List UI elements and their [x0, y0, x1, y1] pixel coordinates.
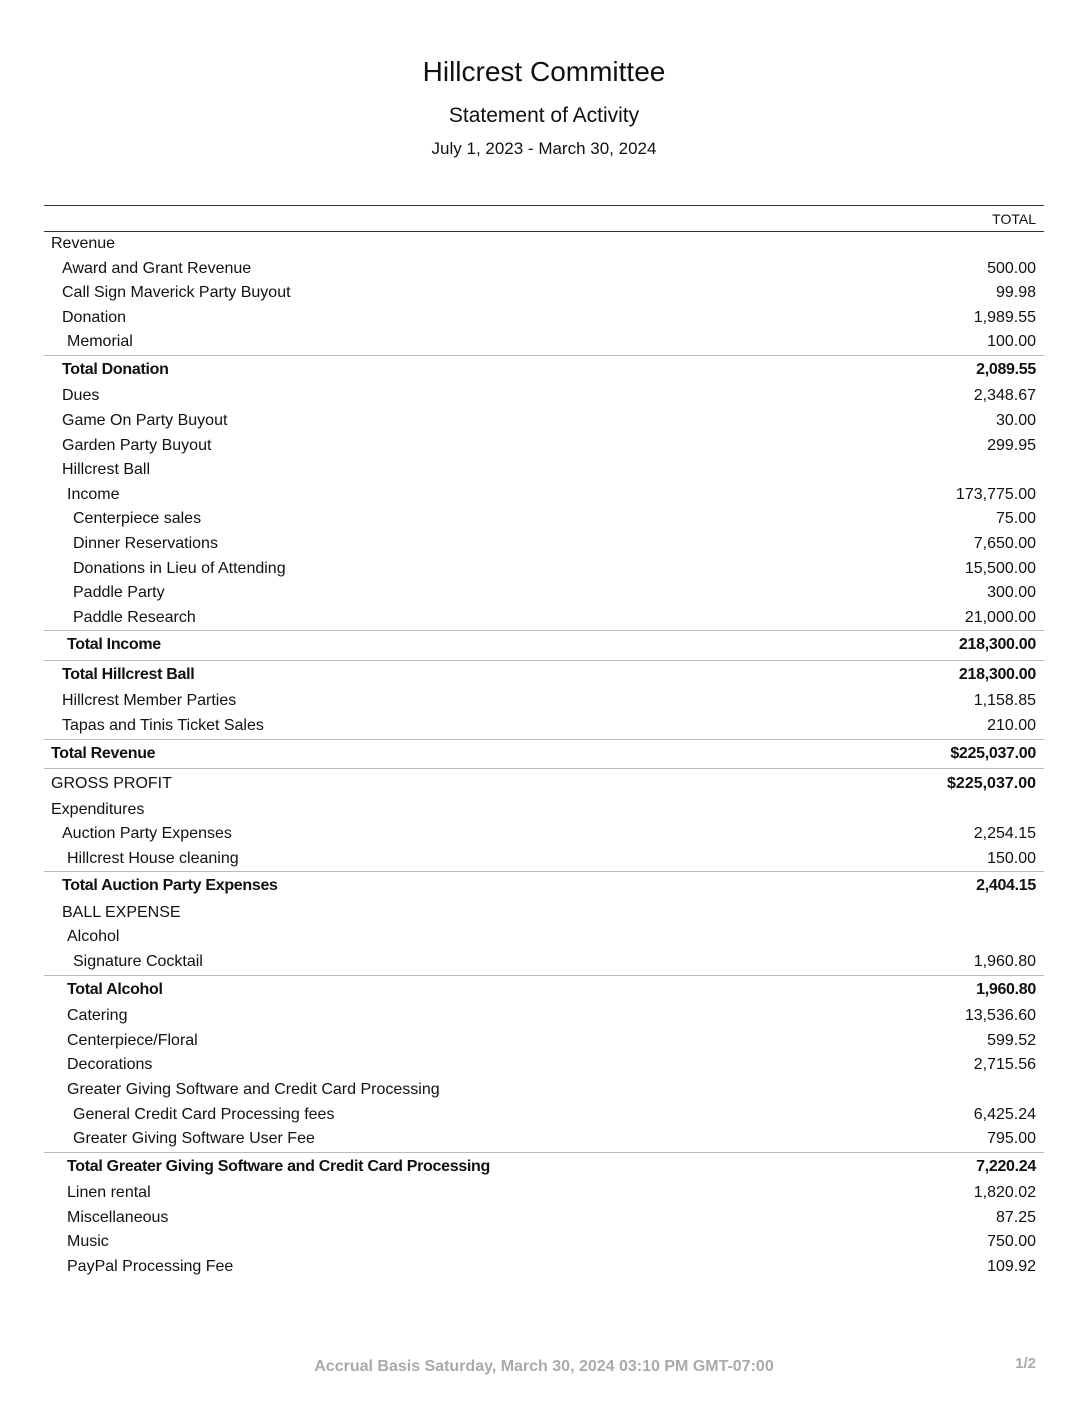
row-amount: 218,300.00 — [958, 636, 1036, 654]
line-item-row — [44, 714, 1044, 739]
report-date-range: July 1, 2023 - March 30, 2024 — [431, 139, 657, 158]
row-label: Hillcrest Ball — [62, 461, 151, 479]
page-number: 1/2 — [1015, 1355, 1036, 1372]
row-amount: 2,715.56 — [973, 1056, 1036, 1074]
row-amount: 7,650.00 — [973, 535, 1036, 553]
row-amount: 100.00 — [987, 333, 1036, 351]
line-item-row — [44, 483, 1044, 508]
line-item-row — [44, 1053, 1044, 1078]
line-item-row — [44, 384, 1044, 409]
row-amount: 109.92 — [987, 1258, 1036, 1275]
total-row — [44, 630, 1044, 660]
total-row — [44, 355, 1044, 385]
row-label: Dinner Reservations — [73, 535, 218, 553]
line-item-row — [44, 1004, 1044, 1029]
row-label: BALL EXPENSE — [62, 903, 181, 921]
row-label: General Credit Card Processing fees — [73, 1105, 335, 1123]
footer-basis-timestamp: Accrual Basis Saturday, March 30, 2024 03:10 PM GMT-07:00 — [314, 1358, 774, 1375]
column-header-total: TOTAL — [44, 206, 1044, 232]
gross-profit-row — [44, 768, 1044, 798]
row-amount: 2,089.55 — [976, 360, 1036, 378]
row-label: Music — [67, 1233, 109, 1251]
row-label: Greater Giving Software and Credit Card Processing — [67, 1080, 440, 1098]
row-label: Tapas and Tinis Ticket Sales — [62, 717, 264, 734]
row-amount: 299.95 — [987, 436, 1036, 454]
row-amount: 173,775.00 — [955, 485, 1036, 503]
row-label: Game On Party Buyout — [62, 412, 228, 430]
row-label: Total Revenue — [51, 744, 156, 762]
line-item-row — [44, 532, 1044, 557]
row-amount: 30.00 — [995, 412, 1036, 430]
row-amount: 1,158.85 — [973, 692, 1036, 710]
line-item-row — [44, 257, 1044, 282]
row-amount: 99.98 — [995, 284, 1036, 302]
row-label: Decorations — [67, 1056, 153, 1074]
row-amount: 210.00 — [987, 717, 1036, 734]
row-label: Hillcrest Member Parties — [62, 692, 237, 710]
row-amount: 75.00 — [995, 510, 1036, 528]
line-item-row — [44, 330, 1044, 355]
total-row — [44, 660, 1044, 690]
total-row — [44, 871, 1044, 901]
row-label: Call Sign Maverick Party Buyout — [62, 284, 291, 302]
row-label: Expenditures — [51, 800, 145, 818]
organization-name: Hillcrest Committee — [422, 56, 666, 87]
row-amount: 750.00 — [987, 1233, 1036, 1251]
row-label: Linen rental — [67, 1184, 151, 1202]
row-amount: 2,254.15 — [973, 825, 1036, 843]
line-item-row — [44, 409, 1044, 434]
row-label: GROSS PROFIT — [51, 775, 172, 793]
row-amount: 1,820.02 — [973, 1184, 1036, 1202]
row-label: Miscellaneous — [67, 1208, 169, 1226]
row-label: Paddle Party — [73, 584, 165, 602]
section-header-row — [44, 232, 1044, 257]
row-amount: 7,220.24 — [976, 1157, 1036, 1175]
line-item-row — [44, 1181, 1044, 1206]
row-label: Total Income — [67, 636, 161, 654]
row-amount: 6,425.24 — [973, 1105, 1036, 1123]
row-label: Total Hillcrest Ball — [62, 665, 195, 683]
section-header-row — [44, 458, 1044, 483]
row-label: Total Alcohol — [67, 980, 163, 998]
row-amount: 15,500.00 — [964, 559, 1036, 577]
section-header-row — [44, 798, 1044, 823]
line-item-row — [44, 1127, 1044, 1152]
row-amount: 300.00 — [987, 584, 1036, 602]
line-item-row — [44, 434, 1044, 459]
row-label: Dues — [62, 387, 100, 405]
line-item-row — [44, 950, 1044, 975]
line-item-row — [44, 557, 1044, 582]
section-header-row — [44, 925, 1044, 950]
statement-table — [44, 205, 1044, 1280]
line-item-row — [44, 281, 1044, 306]
line-item-row — [44, 1029, 1044, 1054]
line-item-row — [44, 847, 1044, 872]
row-amount: 87.25 — [995, 1208, 1036, 1226]
row-amount: 218,300.00 — [958, 665, 1036, 683]
row-label: Paddle Research — [73, 608, 196, 626]
row-amount: 1,989.55 — [973, 308, 1036, 326]
row-label: Donations in Lieu of Attending — [73, 559, 286, 577]
row-label: Signature Cocktail — [73, 953, 203, 971]
row-amount: 2,348.67 — [973, 387, 1036, 405]
line-item-row — [44, 1230, 1044, 1255]
row-label: Catering — [67, 1007, 128, 1025]
report-title: Statement of Activity — [448, 104, 640, 127]
row-label: Centerpiece/Floral — [67, 1031, 198, 1049]
row-amount: $225,037.00 — [950, 744, 1036, 762]
row-label: Memorial — [67, 333, 133, 351]
row-label: Total Donation — [62, 360, 169, 378]
row-amount: 599.52 — [987, 1031, 1036, 1049]
section-header-row — [44, 901, 1044, 926]
row-label: Garden Party Buyout — [62, 436, 212, 454]
row-label: Centerpiece sales — [73, 510, 202, 528]
row-label: Alcohol — [67, 928, 120, 946]
row-amount: 795.00 — [987, 1130, 1036, 1148]
total-row — [44, 975, 1044, 1005]
row-label: Greater Giving Software User Fee — [73, 1130, 315, 1148]
section-header-row — [44, 1078, 1044, 1103]
row-amount: 500.00 — [987, 259, 1036, 277]
row-label: Auction Party Expenses — [62, 825, 232, 843]
row-amount: $225,037.00 — [947, 775, 1036, 793]
line-item-row — [44, 306, 1044, 331]
row-amount: 13,536.60 — [964, 1007, 1036, 1025]
row-label: PayPal Processing Fee — [67, 1258, 234, 1275]
statement-rows — [44, 232, 1044, 1280]
row-label: Award and Grant Revenue — [62, 259, 252, 277]
row-label: Total Auction Party Expenses — [62, 877, 278, 895]
row-amount: 1,960.80 — [973, 953, 1036, 971]
row-label: Hillcrest House cleaning — [67, 849, 239, 867]
row-label: Donation — [62, 308, 127, 326]
line-item-row — [44, 507, 1044, 532]
row-label: Total Greater Giving Software and Credit Card Processing — [67, 1157, 491, 1175]
row-amount: 2,404.15 — [976, 877, 1036, 895]
line-item-row — [44, 1255, 1044, 1280]
row-amount: 1,960.80 — [976, 980, 1036, 998]
total-row — [44, 1152, 1044, 1182]
row-amount: 150.00 — [987, 849, 1036, 867]
line-item-row — [44, 606, 1044, 631]
line-item-row — [44, 581, 1044, 606]
line-item-row — [44, 689, 1044, 714]
row-label: Income — [67, 485, 120, 503]
total-row — [44, 739, 1044, 769]
line-item-row — [44, 1103, 1044, 1128]
line-item-row — [44, 822, 1044, 847]
row-amount: 21,000.00 — [964, 608, 1036, 626]
line-item-row — [44, 1206, 1044, 1231]
row-label: Revenue — [51, 235, 116, 252]
